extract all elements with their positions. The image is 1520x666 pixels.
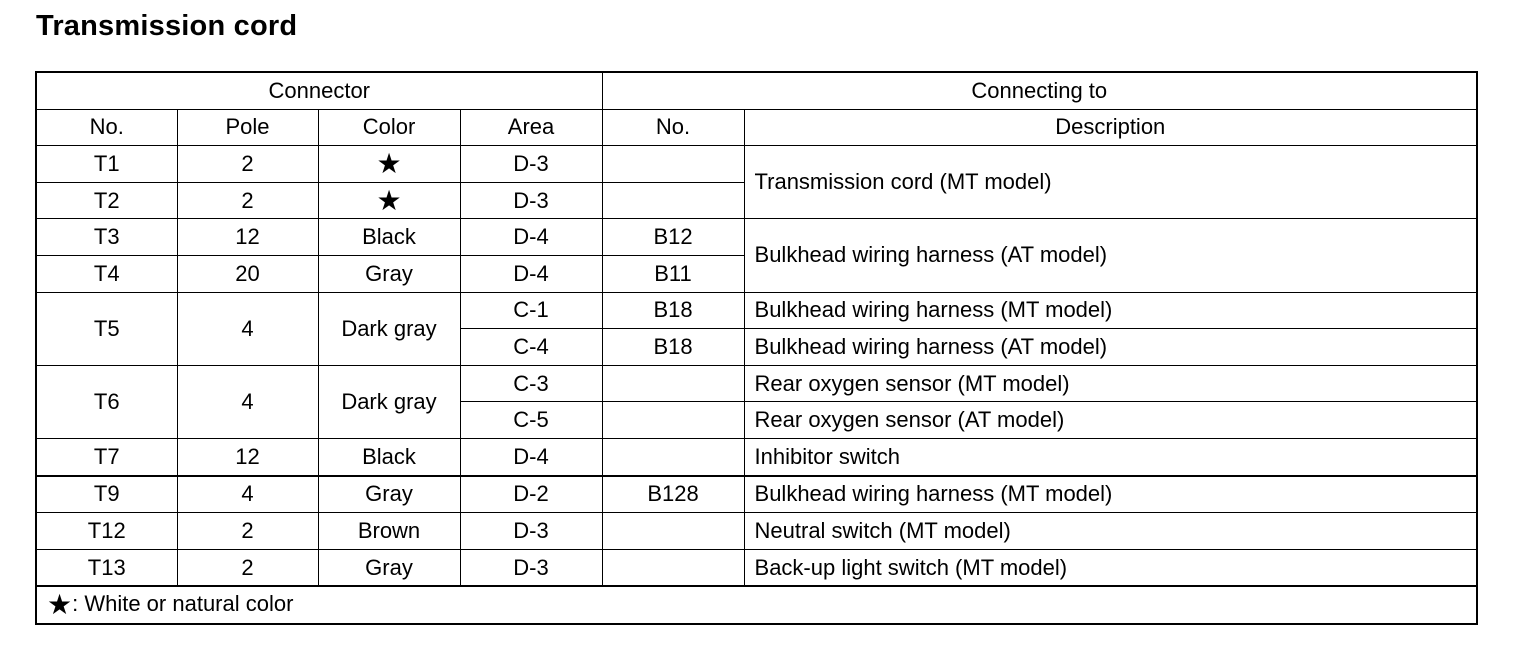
cell-pole: 2 [177, 146, 318, 183]
cell-to-no: B12 [602, 219, 744, 256]
cell-pole: 4 [177, 365, 318, 438]
cell-no: T7 [36, 438, 177, 475]
cell-description: Inhibitor switch [744, 438, 1477, 475]
cell-area: D-2 [460, 476, 602, 513]
cell-pole: 2 [177, 513, 318, 550]
header-description: Description [744, 109, 1477, 146]
cell-no: T3 [36, 219, 177, 256]
cell-no: T1 [36, 146, 177, 183]
page-title: Transmission cord [36, 10, 298, 42]
cell-area: C-3 [460, 365, 602, 402]
cell-to-no [602, 365, 744, 402]
cell-to-no: B128 [602, 476, 744, 513]
cell-no: T4 [36, 255, 177, 292]
cell-area: D-4 [460, 438, 602, 475]
cell-description: Transmission cord (MT model) [744, 146, 1477, 219]
table-group-header-row [36, 72, 1477, 109]
table-row [36, 513, 1477, 550]
table-row [36, 219, 1477, 256]
cell-to-no [602, 549, 744, 586]
cell-description: Bulkhead wiring harness (AT model) [744, 219, 1477, 292]
connector-table [35, 71, 1478, 625]
cell-area: C-5 [460, 402, 602, 439]
cell-pole: 2 [177, 182, 318, 219]
cell-color: Brown [318, 513, 460, 550]
cell-color-star-icon: ★ [318, 182, 460, 219]
cell-area: D-4 [460, 255, 602, 292]
cell-to-no [602, 182, 744, 219]
table-row [36, 438, 1477, 475]
cell-no: T9 [36, 476, 177, 513]
header-to-no: No. [602, 109, 744, 146]
cell-to-no: B11 [602, 255, 744, 292]
cell-area: D-3 [460, 549, 602, 586]
cell-area: D-3 [460, 513, 602, 550]
cell-description: Bulkhead wiring harness (MT model) [744, 292, 1477, 329]
cell-to-no: B18 [602, 292, 744, 329]
cell-area: C-1 [460, 292, 602, 329]
cell-color: Gray [318, 255, 460, 292]
cell-no: T12 [36, 513, 177, 550]
cell-description: Back-up light switch (MT model) [744, 549, 1477, 586]
cell-description: Bulkhead wiring harness (MT model) [744, 476, 1477, 513]
cell-color: Dark gray [318, 292, 460, 365]
cell-to-no [602, 438, 744, 475]
table-row [36, 292, 1477, 329]
cell-color: Dark gray [318, 365, 460, 438]
cell-area: D-3 [460, 182, 602, 219]
cell-area: D-3 [460, 146, 602, 183]
table-column-header-row [36, 109, 1477, 146]
cell-pole: 4 [177, 476, 318, 513]
cell-description: Rear oxygen sensor (AT model) [744, 402, 1477, 439]
table-row [36, 549, 1477, 586]
table-row [36, 476, 1477, 513]
cell-color: Gray [318, 476, 460, 513]
header-color: Color [318, 109, 460, 146]
cell-no: T13 [36, 549, 177, 586]
header-no: No. [36, 109, 177, 146]
cell-to-no [602, 146, 744, 183]
cell-color-star-icon: ★ [318, 146, 460, 183]
cell-description: Neutral switch (MT model) [744, 513, 1477, 550]
footnote-text: : White or natural color [72, 591, 294, 617]
star-icon: ★ [47, 589, 73, 621]
cell-pole: 2 [177, 549, 318, 586]
table-row [36, 365, 1477, 402]
cell-pole: 12 [177, 219, 318, 256]
footnote [36, 586, 1477, 624]
cell-to-no: B18 [602, 329, 744, 366]
cell-to-no [602, 513, 744, 550]
cell-no: T5 [36, 292, 177, 365]
header-connecting-to: Connecting to [602, 72, 1477, 109]
cell-pole: 4 [177, 292, 318, 365]
cell-color: Gray [318, 549, 460, 586]
cell-to-no [602, 402, 744, 439]
footnote-row [36, 586, 1477, 624]
header-pole: Pole [177, 109, 318, 146]
cell-color: Black [318, 438, 460, 475]
cell-color: Black [318, 219, 460, 256]
header-area: Area [460, 109, 602, 146]
cell-pole: 20 [177, 255, 318, 292]
cell-area: C-4 [460, 329, 602, 366]
cell-description: Bulkhead wiring harness (AT model) [744, 329, 1477, 366]
header-connector: Connector [36, 72, 602, 109]
cell-no: T6 [36, 365, 177, 438]
cell-no: T2 [36, 182, 177, 219]
cell-description: Rear oxygen sensor (MT model) [744, 365, 1477, 402]
cell-area: D-4 [460, 219, 602, 256]
cell-pole: 12 [177, 438, 318, 475]
table-row [36, 146, 1477, 183]
